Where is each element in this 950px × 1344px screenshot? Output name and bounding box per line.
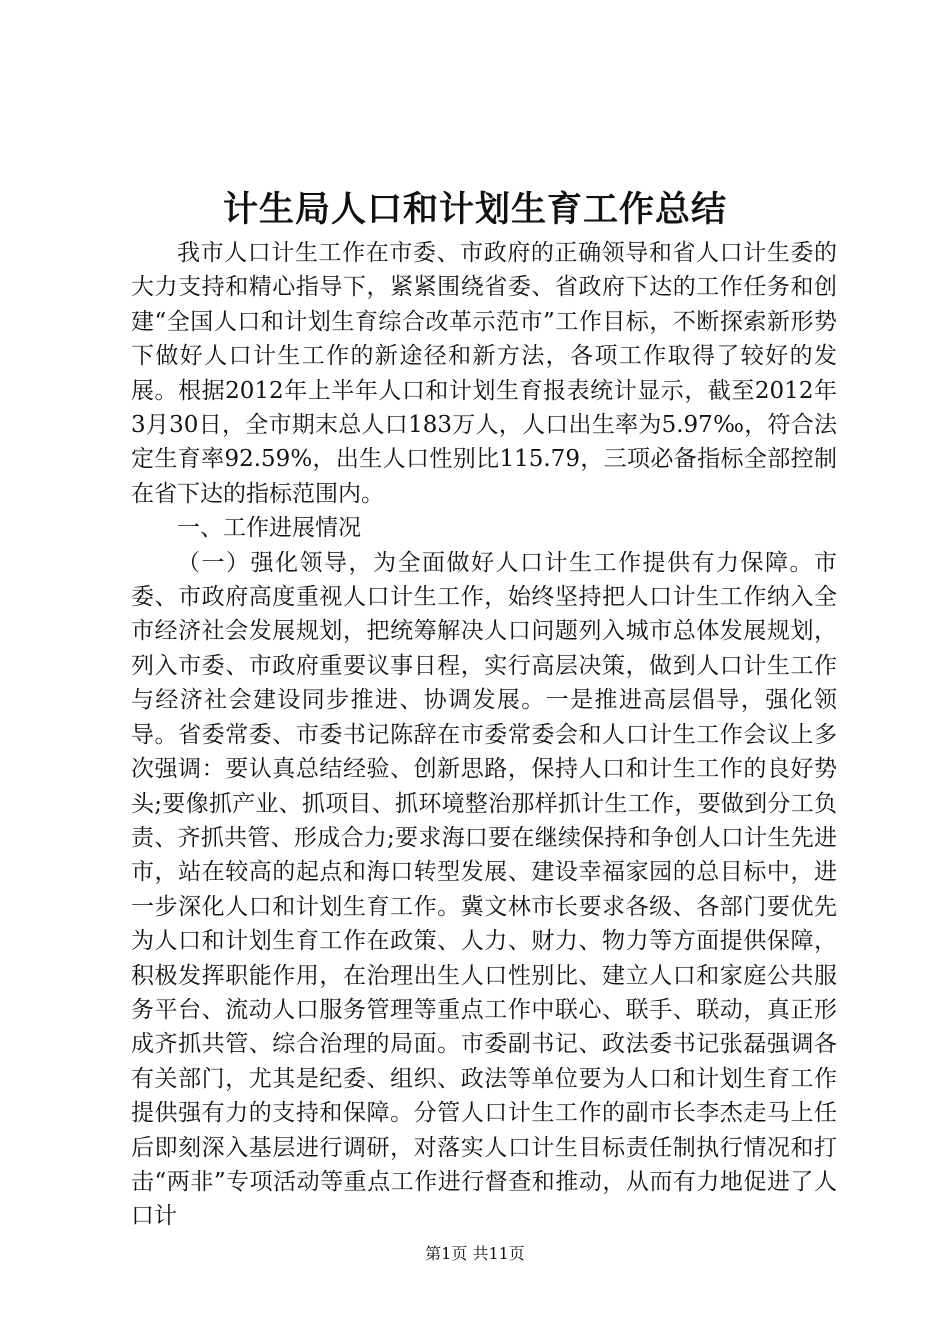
page-footer: 第1页 共11页 <box>425 1244 525 1263</box>
section-heading: 一、工作进展情况 <box>177 515 361 542</box>
intro-paragraph: 我市人口计生工作在市委、市政府的正确领导和省人口计生委的大力支持和精心指导下，紧紧围绕省委、省政府下达的工作任务和创建“全国人口和计划生育综合改革示范市”工作目标，不断探索新形势下做好人口计生工作的新途径和新方法，各项工作取得了较好的发展。根据2012年上半年人口和计划生育报表统计显示，截至2012年3月30日，全市期末总人口183万人，人口出生率为5.97‰，符合法定生育率92.59%，出生人口性别比115.79，三项必备指标全部控制在省下达的指标范围内。 <box>131 240 837 507</box>
document-body <box>131 236 837 1234</box>
body-paragraph: （一）强化领导，为全面做好人口计生工作提供有力保障。市委、市政府高度重视人口计生工作，始终坚持把人口计生工作纳入全市经济社会发展规划，把统筹解决人口问题列入城市总体发展规划，列入市委、市政府重要议事日程，实行高层决策，做到人口计生工作与经济社会建设同步推进、协调发展。一是推进高层倡导，强化领导。省委常委、市委书记陈辞在市委常委会和人口计生工作会议上多次强调：要认真总结经验、创新思路，保持人口和计生工作的良好势头;要像抓产业、抓项目、抓环境整治那样抓计生工作，要做到分工负责、齐抓共管、形成合力;要求海口要在继续保持和争创人口计生先进市，站在较高的起点和海口转型发展、建设幸福家园的总目标中，进一步深化人口和计划生育工作。冀文林市长要求各级、各部门要优先为人口和计划生育工作在政策、人力、财力、物力等方面提供保障，积极发挥职能作用，在治理出生人口性别比、建立人口和家庭公共服务平台、流动人口服务管理等重点工作中联心、联手、联动，真正形成齐抓共管、综合治理的局面。市委副书记、政法委书记张磊强调各有关部门，尤其是纪委、组织、政法等单位要为人口和计划生育工作提供强有力的支持和保障。分管人口计生工作的副市长李杰走马上任后即刻深入基层进行调研，对落实人口计生目标责任制执行情况和打击“两非”专项活动等重点工作进行督查和推动，从而有力地促进了人口计 <box>131 549 837 1230</box>
document-title: 计生局人口和计划生育工作总结 <box>222 189 727 230</box>
